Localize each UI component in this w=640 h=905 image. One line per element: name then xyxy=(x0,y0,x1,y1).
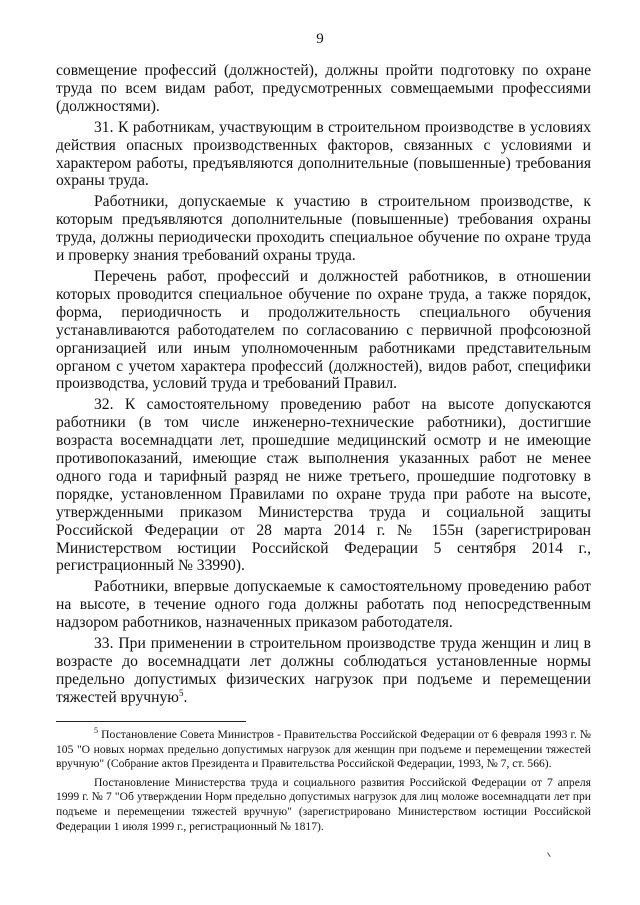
paragraph-first-time-workers: Работники, впервые допускаемые к самостоятельному проведению работ на высоте, в течение одного года должны работать под непосредственным надзором работников, назначенных приказом работодателя. xyxy=(56,578,591,632)
body-text xyxy=(56,62,591,710)
footnote-text: Постановление Министерства труда и социального развития Российской Федерации от 7 апреля 1999 г. № 7 "Об утверждении Норм предельно допустимых нагрузок для лиц моложе восемнадцати лет при подъеме и перемещении тяжестей вручную" (зарегистрировано Министерством юстиции Российской Федерации 1 июля 1999 г., регистрационный № 1817). xyxy=(56,775,591,833)
paragraph-item-32: 32. К самостоятельному проведению работ на высоте допускаются работники (в том числе инженерно-технические работники), достигшие возраста восемнадцати лет, прошедшие медицинский осмотр и не имеющие противопоказаний, имеющие стаж выполнения указанных работ не менее одного года и тарифный разряд не ниже третьего, прошедшие подготовку в порядке, установленном Правилами по охране труда при работе на высоте, утвержденными приказом Министерства труда и социальной защиты Российской Федерации от 28 марта 2014 г. № 155н (зарегистрирован Министерством юстиции Российской Федерации 5 сентября 2014 г., регистрационный № 33990). xyxy=(56,396,591,575)
paragraph-item-33-text: 33. При применении в строительном производстве труда женщин и лиц в возрасте до восемнадцати лет должны соблюдаться установленные нормы предельно допустимых физических нагрузок при подъеме и перемещении тяжестей вручную xyxy=(56,635,591,706)
paragraph-item-33 xyxy=(56,635,591,707)
page-number: 9 xyxy=(316,31,324,47)
footnote-item xyxy=(56,728,591,772)
footnote-separator xyxy=(56,721,246,722)
paragraph-item-33-end: . xyxy=(183,688,188,706)
paragraph-item-31: 31. К работникам, участвующим в строительном производстве в условиях действия опасных производственных факторов, связанных с условиями и характером работы, предъявляются дополнительные (повышенные) требования охраны труда. xyxy=(56,118,591,190)
footnote-text: Постановление Совета Министров - Правительства Российской Федерации от 6 февраля 1993 г. № 105 "О новых нормах предельно допустимых нагрузок для женщин при подъеме и перемещении тяжестей вручную" (Собрание актов Президента и Правительства Российской Федерации, 1993, № 7, ст. 566). xyxy=(56,728,591,771)
footnote-reference: 5 xyxy=(178,687,184,698)
footnote-item xyxy=(56,776,591,834)
footnote-marker: 5 xyxy=(94,726,98,736)
footnotes xyxy=(56,728,591,838)
paragraph-special-training: Работники, допускаемые к участию в строительном производстве, к которым предъявляются дополнительные (повышенные) требования охраны труда, должны периодически проходить специальное обучение по охране труда и проверку знания требований охраны труда. xyxy=(56,193,591,265)
paragraph-continuation: совмещение профессий (должностей), должны пройти подготовку по охране труда по всем видам работ, предусмотренных совмещаемыми профессиями (должностями). xyxy=(56,62,591,115)
scan-mark xyxy=(547,850,554,857)
paragraph-training-list: Перечень работ, профессий и должностей работников, в отношении которых проводится специальное обучение по охране труда, а также порядок, форма, периодичность и продолжительность специального обучения устанавливаются работодателем по согласованию с первичной профсоюзной организацией или иным уполномоченным работниками представительным органом с учетом характера профессий (должностей), видов работ, специфики производства, условий труда и требований Правил. xyxy=(56,267,591,393)
